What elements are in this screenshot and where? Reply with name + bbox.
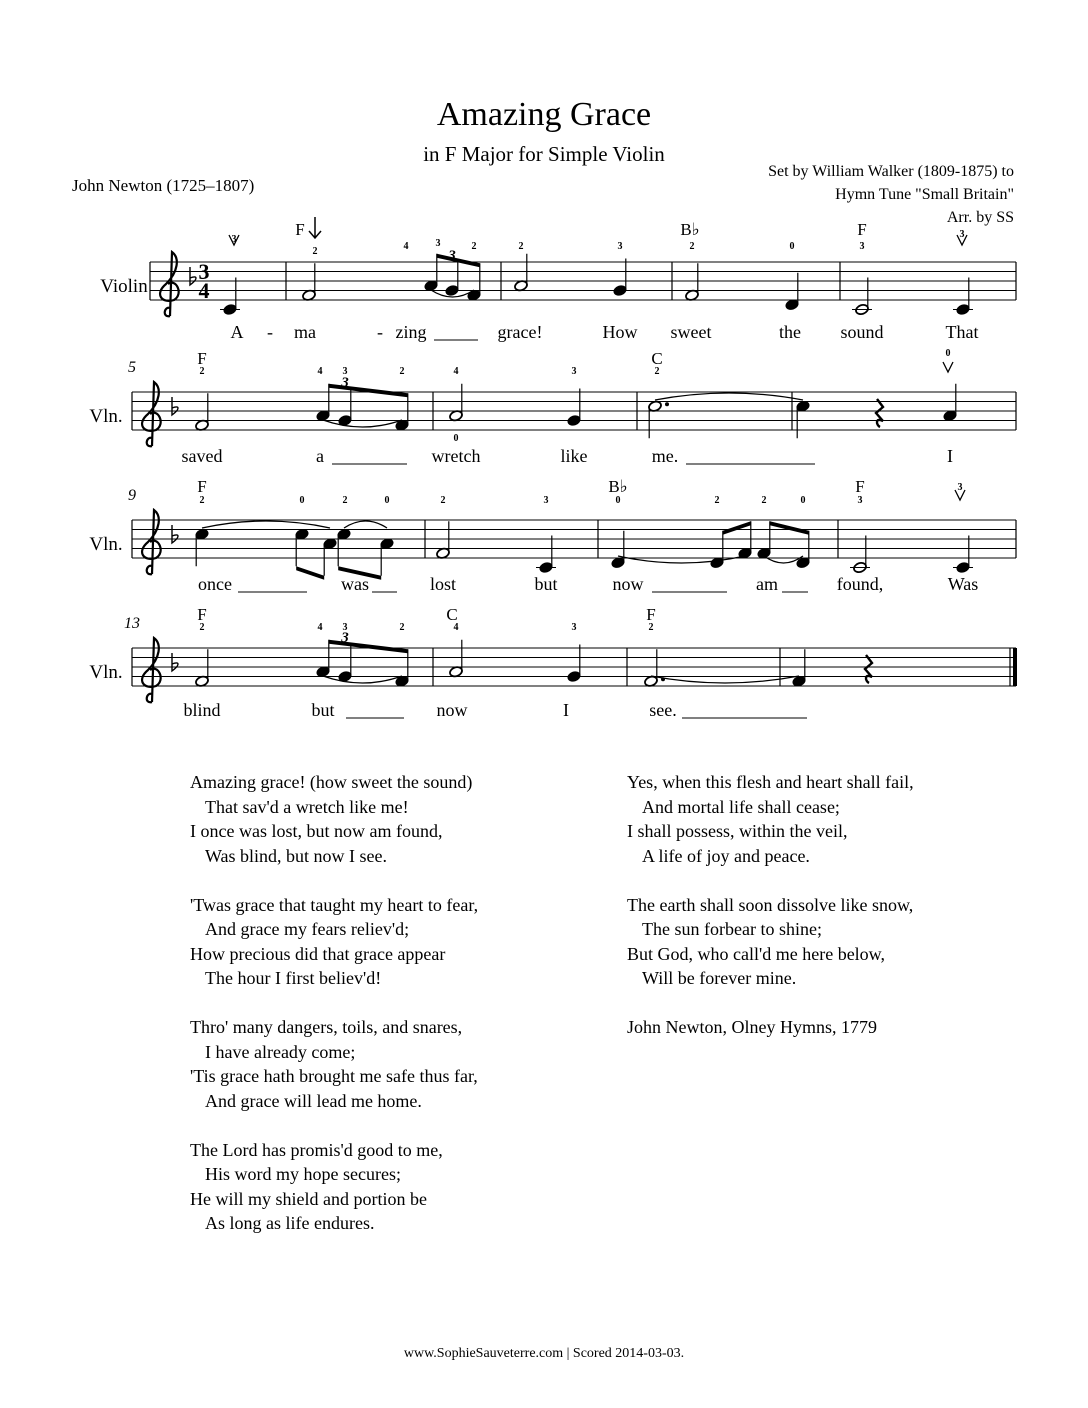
note xyxy=(613,259,628,297)
note xyxy=(710,531,725,569)
verse-line: The Lord has promis'd good to me, xyxy=(190,1139,443,1160)
verse-line: That sav'd a wretch like me! xyxy=(205,796,409,817)
chord-symbol: F xyxy=(295,220,305,239)
chord-symbol: B♭ xyxy=(680,220,700,239)
verse-line: I have already come; xyxy=(205,1041,356,1062)
note xyxy=(220,278,240,316)
note xyxy=(449,640,464,678)
lyric-syllable: How xyxy=(602,322,638,342)
fingering-number: 2 xyxy=(471,241,477,252)
measure-number: 13 xyxy=(124,615,140,632)
staff-system xyxy=(132,382,1016,446)
lyric-syllable: lost xyxy=(429,574,457,594)
fingering-number: 2 xyxy=(399,622,405,633)
note xyxy=(467,263,482,301)
fingering-number: 2 xyxy=(199,366,205,377)
flat-key-signature-icon xyxy=(172,397,178,415)
note xyxy=(316,384,331,422)
fingering-number: 2 xyxy=(654,366,660,377)
fingering-number: 2 xyxy=(342,495,348,506)
lyric-syllable: like xyxy=(560,446,588,466)
time-signature-top: 3 xyxy=(198,259,210,284)
fingering-number: 3 xyxy=(342,366,348,377)
verse-line: 'Twas grace that taught my heart to fear, xyxy=(190,894,479,915)
lyric-syllable: blind xyxy=(183,700,221,720)
up-bow-icon xyxy=(943,362,953,372)
note xyxy=(785,273,800,311)
chord-symbol: C xyxy=(651,349,663,368)
composer-credit: John Newton (1725–1807) xyxy=(72,176,255,195)
verse-line: And grace will lead me home. xyxy=(205,1090,422,1111)
page-title: Amazing Grace xyxy=(436,96,652,133)
fingering-number: 2 xyxy=(199,622,205,633)
lyric-syllable: me. xyxy=(651,446,679,466)
subtitle: in F Major for Simple Violin xyxy=(423,142,665,166)
verse-line: Thro' many dangers, toils, and snares, xyxy=(190,1017,463,1037)
note xyxy=(395,649,410,687)
fingering-number: 3 xyxy=(342,622,348,633)
verse-line: The earth shall soon dissolve like snow, xyxy=(627,894,914,915)
note xyxy=(536,536,556,574)
verse-line: How precious did that grace appear xyxy=(190,943,446,964)
lyric-syllable: sound xyxy=(840,322,884,342)
slur xyxy=(618,556,745,563)
lyric-syllable: - xyxy=(377,322,383,342)
chord-symbol: B♭ xyxy=(608,477,628,496)
note xyxy=(380,537,395,575)
note xyxy=(445,259,460,297)
fingering-number: 3 xyxy=(959,229,965,240)
slur xyxy=(323,676,402,683)
beam xyxy=(296,566,324,580)
lyric-syllable: see. xyxy=(649,700,677,720)
note xyxy=(337,528,352,566)
footer: www.SophieSauveterre.com | Scored 2014-03-03. xyxy=(403,1346,685,1361)
verse-line: The sun forbear to shine; xyxy=(642,919,822,939)
note xyxy=(648,400,669,438)
note xyxy=(850,536,870,574)
lyric-syllable: I xyxy=(563,700,569,720)
verse-line: Will be forever mine. xyxy=(642,968,797,988)
tuplet-number: 3 xyxy=(341,375,349,391)
lyric-syllable: wretch xyxy=(431,446,481,466)
fingering-number: 2 xyxy=(714,495,720,506)
lyric-syllable: found, xyxy=(836,574,884,594)
fingering-number: 3 xyxy=(571,366,577,377)
verse-line: But God, who call'd me here below, xyxy=(627,943,886,964)
score-text xyxy=(89,220,978,720)
verse-line: And grace my fears reliev'd; xyxy=(205,919,410,939)
note xyxy=(316,640,331,678)
verse-stanza xyxy=(627,893,914,991)
lyric-syllable: was xyxy=(341,574,369,594)
lyric-syllable: That xyxy=(945,322,979,342)
setby-line-1: Set by William Walker (1809-1875) to xyxy=(768,163,1014,180)
note xyxy=(611,531,626,569)
time-signature-bottom: 4 xyxy=(198,278,210,303)
note xyxy=(338,389,353,427)
setby-line-2: Hymn Tune "Small Britain" xyxy=(835,186,1014,203)
lyric-syllable: now xyxy=(436,700,468,720)
lyric-syllable: a xyxy=(316,446,324,466)
verse-stanza xyxy=(190,1015,478,1113)
fingering-number: 2 xyxy=(761,495,767,506)
fingering-number: 0 xyxy=(789,241,795,252)
lyric-syllable: but xyxy=(534,574,558,594)
fingering-number: 3 xyxy=(571,622,577,633)
verse-stanza xyxy=(190,1138,478,1236)
chord-symbol: F xyxy=(855,477,865,496)
fingering-number: 4 xyxy=(453,622,459,633)
quarter-rest-icon xyxy=(876,399,883,427)
verse-line: Amazing grace! (how sweet the sound) xyxy=(190,772,473,792)
measure-number: 5 xyxy=(128,359,136,376)
hymn-attribution: John Newton, Olney Hymns, 1779 xyxy=(627,1017,877,1037)
lyric-syllable: the xyxy=(779,322,801,342)
note xyxy=(424,254,439,292)
note xyxy=(195,393,210,431)
notehead xyxy=(613,284,628,297)
note xyxy=(943,384,958,422)
fingering-number: 0 xyxy=(299,495,305,506)
verse-line: He will my shield and portion be xyxy=(190,1188,427,1209)
note xyxy=(449,384,464,422)
fingering-number: 2 xyxy=(440,495,446,506)
arranger: Arr. by SS xyxy=(946,209,1014,226)
slur xyxy=(344,521,387,528)
verses-right-column xyxy=(627,770,914,1040)
note xyxy=(195,528,210,566)
beam xyxy=(770,521,809,535)
verse-line: 'Tis grace hath brought me safe thus far, xyxy=(190,1066,478,1086)
slur xyxy=(202,521,330,528)
lyric-syllable: ma xyxy=(294,322,316,342)
staff-system xyxy=(132,510,1016,574)
fingering-number: 4 xyxy=(317,622,323,633)
note xyxy=(436,521,451,559)
chord-symbol: F xyxy=(197,349,207,368)
verse-line: I once was lost, but now am found, xyxy=(190,821,443,841)
verse-stanza xyxy=(190,893,478,991)
note xyxy=(567,389,582,427)
note xyxy=(295,528,310,566)
tuplet-number: 3 xyxy=(448,248,456,264)
note xyxy=(757,521,772,559)
fingering-number: 0 xyxy=(945,348,951,359)
lyric-syllable: but xyxy=(311,700,335,720)
slur xyxy=(323,420,402,427)
note xyxy=(796,531,811,569)
note xyxy=(323,537,338,575)
chord-symbol: F xyxy=(197,477,207,496)
fingering-number: 3 xyxy=(435,238,441,249)
notehead xyxy=(567,414,582,427)
note xyxy=(792,649,807,687)
lyric-syllable: once xyxy=(198,574,232,594)
note xyxy=(395,393,410,431)
fingering-number: 2 xyxy=(648,622,654,633)
verse-line: The hour I first believ'd! xyxy=(205,968,382,988)
verse-line: His word my hope secures; xyxy=(205,1164,401,1184)
verse-stanza xyxy=(627,770,914,868)
notehead xyxy=(445,284,460,297)
slur xyxy=(651,676,799,683)
verse-line: Yes, when this flesh and heart shall fail, xyxy=(627,772,914,792)
fingering-number: 2 xyxy=(689,241,695,252)
staff-system xyxy=(132,638,1017,702)
chord-symbol: F xyxy=(197,605,207,624)
fingering-number: 2 xyxy=(199,495,205,506)
flat-key-signature-icon xyxy=(172,525,178,543)
verse-line: I shall possess, within the veil, xyxy=(627,821,848,841)
verse-line: A life of joy and peace. xyxy=(642,845,810,866)
slur xyxy=(655,393,803,400)
fingering-number: 3 xyxy=(957,482,963,493)
lyric-syllable: A xyxy=(230,322,244,342)
fingering-number: 4 xyxy=(317,366,323,377)
lyric-syllable: I xyxy=(947,446,953,466)
fingering-number: 4 xyxy=(403,241,409,252)
verses-left-column xyxy=(190,770,478,1260)
notehead xyxy=(567,670,582,683)
fingering-number: 3 xyxy=(859,241,865,252)
chord-symbol: C xyxy=(446,605,458,624)
tuplet-number: 3 xyxy=(341,630,349,646)
lyric-syllable: now xyxy=(612,574,644,594)
verse-line: Was blind, but now I see. xyxy=(205,845,388,866)
staff-system xyxy=(150,252,1016,316)
fingering-number: 0 xyxy=(615,495,621,506)
final-barline-thick xyxy=(1013,648,1017,686)
instrument-label: Vln. xyxy=(89,662,123,683)
fingering-number: 3 xyxy=(231,234,237,245)
note xyxy=(796,400,811,438)
lyric-syllable: - xyxy=(267,322,273,342)
flat-key-signature-icon xyxy=(190,267,196,285)
note xyxy=(514,254,529,292)
lyric-syllable: grace! xyxy=(497,322,543,342)
chord-symbol: F xyxy=(646,605,656,624)
note xyxy=(338,645,353,683)
instrument-label: Vln. xyxy=(89,534,123,555)
lyric-syllable: zing xyxy=(395,322,427,342)
fingering-number: 3 xyxy=(617,241,623,252)
verse-line: As long as life endures. xyxy=(205,1213,375,1233)
fingering-number: 2 xyxy=(312,246,318,257)
fingering-number: 3 xyxy=(857,495,863,506)
lyric-syllable: saved xyxy=(181,446,223,466)
fingering-number: 0 xyxy=(453,433,459,444)
flat-key-signature-icon xyxy=(172,653,178,671)
beam xyxy=(723,521,751,535)
note xyxy=(953,536,973,574)
note xyxy=(685,263,700,301)
note xyxy=(302,263,317,301)
fingering-number: 3 xyxy=(543,495,549,506)
down-arrow-icon xyxy=(309,217,321,238)
fingering-number: 0 xyxy=(384,495,390,506)
chord-symbol: F xyxy=(857,220,867,239)
note xyxy=(852,278,872,316)
fingering-number: 4 xyxy=(453,366,459,377)
verse-stanza xyxy=(190,770,478,868)
note xyxy=(644,649,665,687)
lyric-syllable: Was xyxy=(947,574,979,594)
instrument-label: Violin xyxy=(100,276,148,297)
augmentation-dot xyxy=(665,402,669,406)
lyric-syllable: sweet xyxy=(670,322,712,342)
quarter-rest-icon xyxy=(865,655,872,683)
lyric-syllable: am xyxy=(756,574,778,594)
fingering-number: 0 xyxy=(800,495,806,506)
note xyxy=(195,649,210,687)
note xyxy=(567,645,582,683)
verse-line: And mortal life shall cease; xyxy=(642,796,840,817)
measure-number: 9 xyxy=(128,487,136,504)
fingering-number: 2 xyxy=(518,241,524,252)
staff-systems xyxy=(132,252,1017,702)
note xyxy=(953,278,973,316)
fingering-number: 2 xyxy=(399,366,405,377)
instrument-label: Vln. xyxy=(89,406,123,427)
